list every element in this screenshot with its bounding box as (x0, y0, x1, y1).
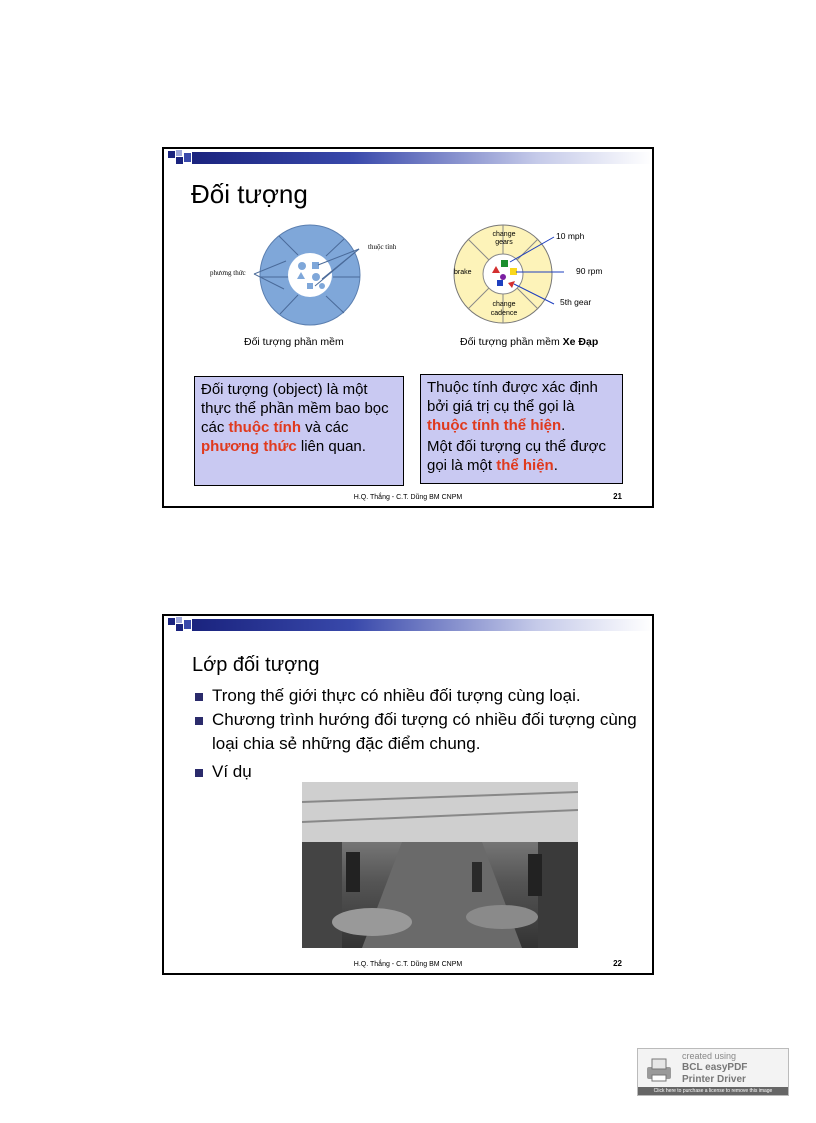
bicycle-factory-photo (302, 782, 578, 948)
list-item: Ví dụ (192, 760, 642, 784)
slide-title: Đối tượng (191, 179, 308, 209)
sector-change-gears: change gears (492, 231, 516, 246)
slide-number: 22 (613, 959, 622, 968)
slide-number: 21 (613, 492, 622, 501)
slide-header-decoration (164, 149, 652, 167)
slide-header-decoration (164, 616, 652, 634)
slide-22 (162, 614, 654, 975)
object-definition-box: Đối tượng (object) là một thực thể phần mềm bao bọc các thuộc tính và các phương thức liên quan. (194, 376, 404, 486)
slide-21 (162, 147, 654, 508)
bullet-list (192, 684, 642, 784)
list-item: Chương trình hướng đối tượng có nhiều đối tượng cùng loại chia sẻ những đặc điểm chung. (192, 708, 642, 756)
value-gear: 5th gear (560, 297, 592, 307)
list-item: Trong thế giới thực có nhiều đối tượng cùng loại. (192, 684, 642, 708)
slide-title: Lớp đối tượng (192, 654, 320, 676)
easypdf-watermark[interactable]: created using BCL easyPDF Printer Driver Click here to purchase a license to remove this image (637, 1048, 789, 1096)
bicycle-object-caption: Đối tượng phần mềm Xe Đạp (460, 336, 599, 348)
slide-footer: H.Q. Thắng - C.T. Dũng BM CNPM (353, 961, 463, 968)
sector-change-cadence: change cadence (490, 301, 518, 317)
attributes-label: thuộc tính (368, 243, 397, 251)
value-speed: 10 mph (556, 231, 585, 241)
attribute-instance-box: Thuộc tính được xác định bởi giá trị cụ thể gọi là thuộc tính thể hiện. Một đối tượng cụ thể được gọi là một thể hiện. (420, 374, 623, 484)
software-object-caption: Đối tượng phần mềm (244, 336, 344, 348)
methods-label: phương thức (210, 269, 246, 277)
slide-footer: H.Q. Thắng - C.T. Dũng BM CNPM (353, 494, 463, 501)
printer-icon (644, 1057, 674, 1083)
value-rpm: 90 rpm (576, 266, 603, 276)
sector-brake: brake (454, 269, 472, 276)
